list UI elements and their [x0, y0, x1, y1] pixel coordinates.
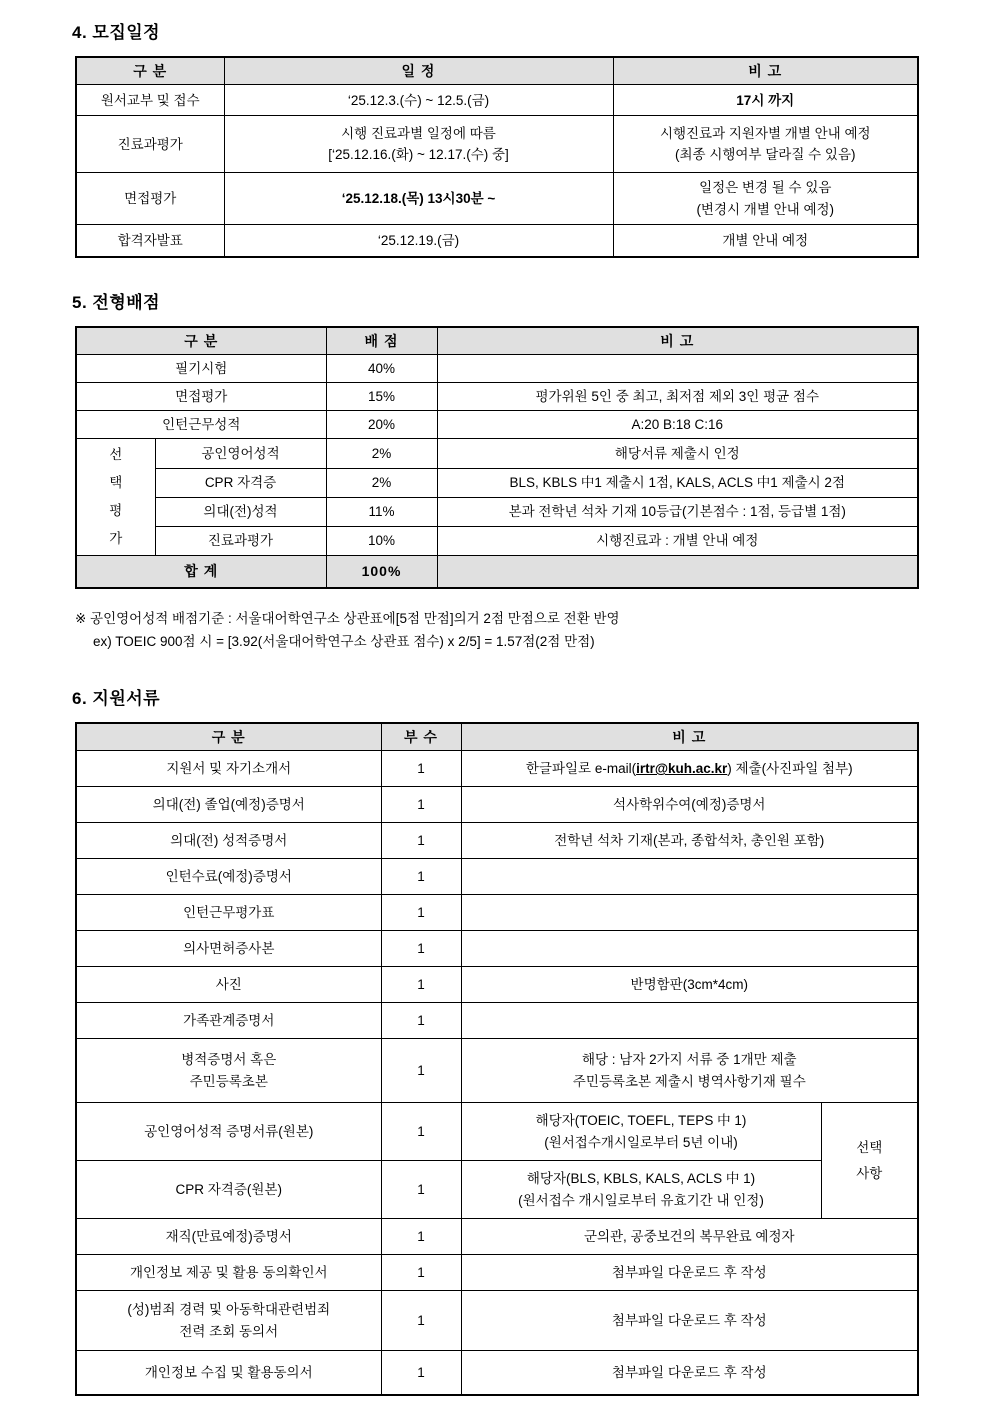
- optional-label-line: 사항: [856, 1165, 883, 1181]
- documents-category-cell: [76, 1103, 381, 1161]
- schedule-header-row: [76, 57, 918, 85]
- optional-label-line: 선택: [856, 1140, 883, 1156]
- scoring-footnote: [75, 607, 917, 654]
- documents-header-copies: 부 수: [381, 723, 461, 751]
- scoring-header-category: 구 분: [76, 327, 326, 355]
- scoring-score-cell: 11%: [326, 497, 437, 526]
- scoring-score-cell: 20%: [326, 411, 437, 439]
- cell-line: 첨부파일 다운로드 후 작성: [611, 1313, 767, 1329]
- schedule-remark-cell: [613, 173, 918, 225]
- documents-header-remark: 비 고: [461, 723, 918, 751]
- schedule-row: [76, 225, 918, 257]
- schedule-category-cell: 합격자발표: [76, 225, 224, 257]
- cell-line: 개인정보 제공 및 활용 동의확인서: [129, 1265, 328, 1281]
- documents-row: [76, 787, 918, 823]
- documents-row: [76, 1161, 918, 1219]
- schedule-table: [75, 56, 919, 258]
- documents-row: [76, 895, 918, 931]
- schedule-header-remark: 비 고: [613, 57, 918, 85]
- documents-remark-cell: [461, 787, 918, 823]
- documents-remark-cell: [461, 1255, 918, 1291]
- scoring-category-cell: 의대(전)성적: [155, 497, 326, 526]
- documents-category-cell: [76, 787, 381, 823]
- documents-copies-cell: 1: [381, 751, 461, 787]
- scoring-remark-cell: BLS, KBLS 中1 제출시 1점, KALS, ACLS 中1 제출시 2점: [437, 468, 918, 497]
- scoring-group-row: [76, 497, 918, 526]
- cell-line: 첨부파일 다운로드 후 작성: [611, 1364, 767, 1380]
- footnote-line-2: ex) TOEIC 900점 시 = [3.92(서울대어학연구소 상관표 점수) x 2/5] = 1.57점(2점 만점): [93, 634, 595, 650]
- group-label-char: 선: [109, 447, 123, 463]
- documents-copies-cell: 1: [381, 787, 461, 823]
- documents-table: [75, 722, 919, 1396]
- documents-category-cell: [76, 751, 381, 787]
- cell-line: 개별 안내 예정: [722, 232, 809, 248]
- documents-row: [76, 1103, 918, 1161]
- documents-category-cell: [76, 823, 381, 859]
- schedule-category-cell: 원서교부 및 접수: [76, 85, 224, 116]
- cell-line: (원서접수 개시일로부터 유효기간 내 인정): [518, 1192, 764, 1208]
- documents-copies-cell: 1: [381, 859, 461, 895]
- cell-line: (원서접수개시일로부터 5년 이내): [544, 1134, 738, 1150]
- schedule-remark-cell: [613, 85, 918, 116]
- scoring-remark-cell: 시행진료과 : 개별 안내 예정: [437, 527, 918, 556]
- cell-line: [‘25.12.16.(화) ~ 12.17.(수) 중]: [328, 147, 509, 163]
- documents-row: [76, 931, 918, 967]
- documents-copies-cell: 1: [381, 1003, 461, 1039]
- group-label-char: 평: [109, 503, 123, 519]
- documents-row: [76, 859, 918, 895]
- cell-line: 17시 까지: [736, 92, 795, 108]
- section-documents-title: 6. 지원서류: [72, 689, 161, 709]
- scoring-category-cell: 진료과평가: [155, 527, 326, 556]
- documents-remark-cell: [461, 1219, 918, 1255]
- optional-label-cell: [821, 1103, 918, 1219]
- cell-line: ‘25.12.19.(금): [377, 232, 460, 248]
- scoring-group-row: [76, 439, 918, 468]
- cell-line: 의대(전) 졸업(예정)증명서: [152, 797, 305, 813]
- scoring-total-label-cell: 합 계: [76, 556, 326, 588]
- cell-line: 전력 조회 동의서: [179, 1323, 279, 1339]
- cell-line: 군의관, 공중보건의 복무완료 예정자: [583, 1229, 795, 1245]
- scoring-header-remark: 비 고: [437, 327, 918, 355]
- documents-header-row: [76, 723, 918, 751]
- documents-remark-cell: [461, 1291, 918, 1351]
- group-label-char: 택: [109, 475, 123, 491]
- documents-copies-cell: 1: [381, 967, 461, 1003]
- cell-line: 인턴근무평가표: [183, 905, 275, 921]
- section-documents: [72, 684, 917, 1396]
- section-scoring: [72, 288, 917, 654]
- cell-line: 사진: [215, 977, 242, 993]
- documents-copies-cell: 1: [381, 823, 461, 859]
- documents-copies-cell: 1: [381, 1255, 461, 1291]
- email-link[interactable]: irtr@kuh.ac.kr: [636, 761, 728, 777]
- documents-remark-cell: [461, 931, 918, 967]
- documents-header-category: 구 분: [76, 723, 381, 751]
- scoring-header-row: [76, 327, 918, 355]
- scoring-total-row: [76, 556, 918, 588]
- cell-line: 개인정보 수집 및 활용동의서: [144, 1364, 313, 1380]
- scoring-row: [76, 355, 918, 383]
- cell-line: 주민등록초본 제출시 병역사항기재 필수: [572, 1073, 806, 1089]
- scoring-remark-cell: 해당서류 제출시 인정: [437, 439, 918, 468]
- documents-copies-cell: 1: [381, 1161, 461, 1219]
- cell-line: 시행 진료과별 일정에 따름: [341, 125, 496, 141]
- scoring-remark-cell: [437, 355, 918, 383]
- documents-remark-cell: [461, 1351, 918, 1395]
- cell-line: 해당자(TOEIC, TOEFL, TEPS 中 1): [535, 1113, 747, 1129]
- cell-line: 공인영어성적 증명서류(원본): [144, 1124, 314, 1140]
- cell-line: CPR 자격증(원본): [175, 1182, 282, 1198]
- scoring-category-cell: 공인영어성적: [155, 439, 326, 468]
- cell-line: 전학년 석차 기재(본과, 종합석차, 총인원 포함): [554, 833, 825, 849]
- documents-category-cell: [76, 859, 381, 895]
- remark-text-after: ) 제출(사진파일 첨부): [727, 761, 853, 777]
- schedule-row: [76, 173, 918, 225]
- cell-line: (변경시 개별 안내 예정): [696, 201, 835, 217]
- schedule-category-cell: 진료과평가: [76, 116, 224, 173]
- cell-line: 일정은 변경 될 수 있음: [699, 180, 832, 196]
- cell-line: 시행진료과 지원자별 개별 안내 예정: [659, 125, 871, 141]
- documents-remark-cell: [461, 895, 918, 931]
- documents-copies-cell: 1: [381, 1219, 461, 1255]
- documents-remark-cell: [461, 1039, 918, 1103]
- scoring-group-row: [76, 468, 918, 497]
- schedule-row: [76, 116, 918, 173]
- footnote-line-1: ※ 공인영어성적 배점기준 : 서울대어학연구소 상관표에[5점 만점]의거 2점 만점으로 전환 반영: [75, 610, 620, 626]
- schedule-date-cell: [224, 225, 613, 257]
- cell-line: 해당 : 남자 2가지 서류 중 1개만 제출: [581, 1052, 797, 1068]
- documents-row: [76, 1003, 918, 1039]
- documents-copies-cell: 1: [381, 1039, 461, 1103]
- cell-line: 석사학위수여(예정)증명서: [613, 797, 766, 813]
- cell-line: 인턴수료(예정)증명서: [165, 869, 292, 885]
- scoring-table: [75, 326, 919, 589]
- documents-category-cell: [76, 1291, 381, 1351]
- scoring-category-cell: CPR 자격증: [155, 468, 326, 497]
- scoring-remark-cell: 평가위원 5인 중 최고, 최저점 제외 3인 평균 점수: [437, 383, 918, 411]
- documents-copies-cell: 1: [381, 931, 461, 967]
- scoring-group-row: [76, 527, 918, 556]
- scoring-total-remark-cell: [437, 556, 918, 588]
- documents-category-cell: [76, 1039, 381, 1103]
- documents-row: [76, 967, 918, 1003]
- documents-row: [76, 751, 918, 787]
- documents-remark-cell: [461, 1103, 821, 1161]
- schedule-date-cell: [224, 173, 613, 225]
- schedule-header-date: 일 정: [224, 57, 613, 85]
- schedule-row: [76, 85, 918, 116]
- documents-remark-cell: [461, 1161, 821, 1219]
- cell-line: ‘25.12.18.(목) 13시30분 ~: [341, 191, 496, 207]
- cell-line: (최종 시행여부 달라질 수 있음): [675, 147, 856, 163]
- cell-line: 병적증명서 혹은: [181, 1052, 277, 1068]
- documents-copies-cell: 1: [381, 1291, 461, 1351]
- cell-line: 의사면허증사본: [183, 941, 275, 957]
- documents-category-cell: [76, 1255, 381, 1291]
- cell-line: 지원서 및 자기소개서: [166, 761, 292, 777]
- scoring-header-score: 배 점: [326, 327, 437, 355]
- documents-category-cell: [76, 1161, 381, 1219]
- scoring-category-cell: 면접평가: [76, 383, 326, 411]
- schedule-remark-cell: [613, 116, 918, 173]
- scoring-group-label-cell: [76, 439, 155, 556]
- documents-row: [76, 1039, 918, 1103]
- cell-line: ‘25.12.3.(수) ~ 12.5.(금): [347, 92, 490, 108]
- cell-line: 반명함판(3cm*4cm): [630, 977, 748, 993]
- cell-line: (성)범죄 경력 및 아동학대관련범죄: [127, 1302, 331, 1318]
- scoring-score-cell: 2%: [326, 468, 437, 497]
- documents-row: [76, 1255, 918, 1291]
- scoring-total-score-cell: 100%: [326, 556, 437, 588]
- scoring-row: [76, 411, 918, 439]
- documents-category-cell: [76, 1003, 381, 1039]
- documents-remark-cell: [461, 823, 918, 859]
- cell-line: 가족관계증명서: [183, 1013, 275, 1029]
- documents-copies-cell: 1: [381, 1351, 461, 1395]
- schedule-header-category: 구 분: [76, 57, 224, 85]
- cell-line: 첨부파일 다운로드 후 작성: [611, 1265, 767, 1281]
- documents-remark-cell: [461, 1003, 918, 1039]
- schedule-date-cell: [224, 116, 613, 173]
- schedule-remark-cell: [613, 225, 918, 257]
- documents-remark-cell: [461, 859, 918, 895]
- documents-row: [76, 1291, 918, 1351]
- cell-line: 재직(만료예정)증명서: [165, 1229, 292, 1245]
- documents-category-cell: [76, 931, 381, 967]
- schedule-category-cell: 면접평가: [76, 173, 224, 225]
- documents-copies-cell: 1: [381, 895, 461, 931]
- documents-category-cell: [76, 895, 381, 931]
- schedule-date-cell: [224, 85, 613, 116]
- remark-text-before: 한글파일로 e-mail(: [525, 761, 637, 777]
- scoring-row: [76, 383, 918, 411]
- scoring-score-cell: 40%: [326, 355, 437, 383]
- group-label-char: 가: [109, 531, 123, 547]
- scoring-score-cell: 10%: [326, 527, 437, 556]
- documents-copies-cell: 1: [381, 1103, 461, 1161]
- documents-category-cell: [76, 1351, 381, 1395]
- section-schedule-title: 4. 모집일정: [72, 23, 161, 42]
- cell-line: 의대(전) 성적증명서: [170, 833, 288, 849]
- scoring-remark-cell: A:20 B:18 C:16: [437, 411, 918, 439]
- documents-row: [76, 1219, 918, 1255]
- scoring-remark-cell: 본과 전학년 석차 기재 10등급(기본점수 : 1점, 등급별 1점): [437, 497, 918, 526]
- documents-row: [76, 1351, 918, 1395]
- scoring-category-cell: 인턴근무성적: [76, 411, 326, 439]
- documents-category-cell: [76, 967, 381, 1003]
- documents-remark-cell: [461, 967, 918, 1003]
- documents-remark-cell: [461, 751, 918, 787]
- section-scoring-title: 5. 전형배점: [72, 292, 161, 312]
- section-schedule: [72, 18, 917, 258]
- scoring-category-cell: 필기시험: [76, 355, 326, 383]
- documents-row: [76, 823, 918, 859]
- scoring-score-cell: 15%: [326, 383, 437, 411]
- cell-line: 주민등록초본: [189, 1073, 268, 1089]
- cell-line: 해당자(BLS, KBLS, KALS, ACLS 中 1): [526, 1171, 756, 1187]
- scoring-score-cell: 2%: [326, 439, 437, 468]
- documents-category-cell: [76, 1219, 381, 1255]
